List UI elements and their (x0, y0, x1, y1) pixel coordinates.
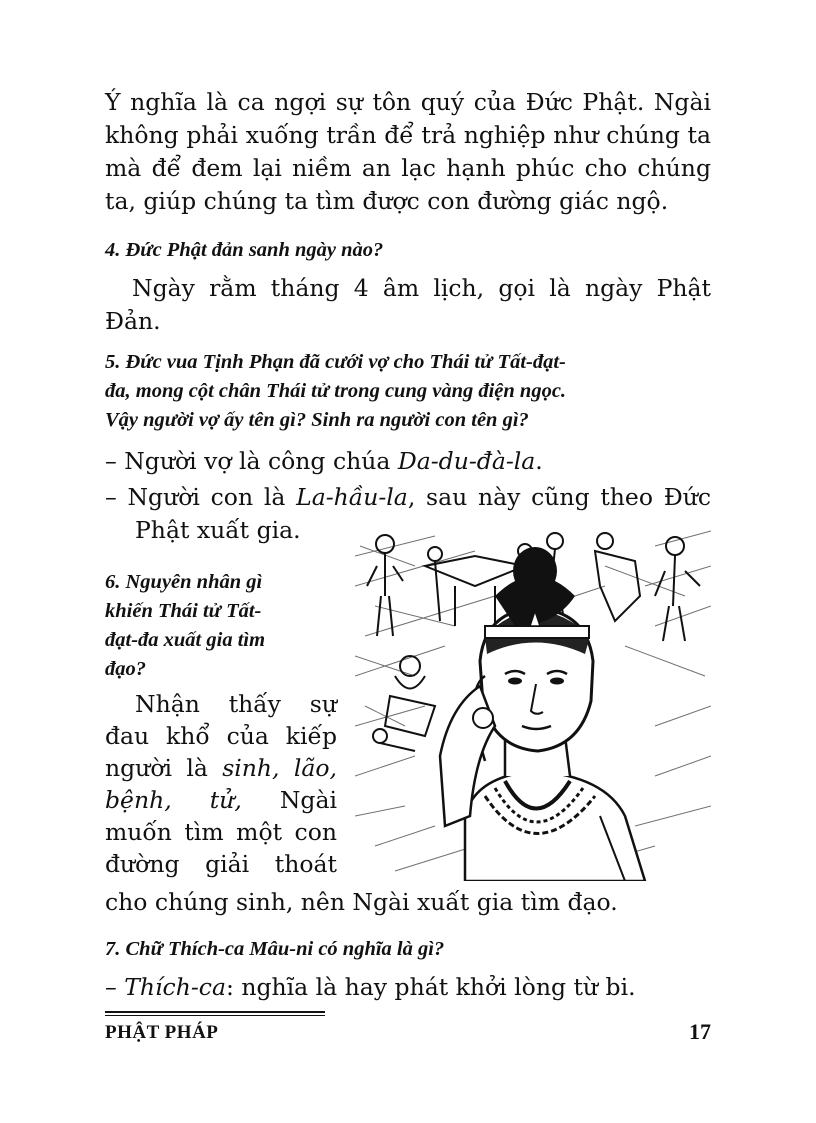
son-name: La-hầu-la (296, 483, 408, 511)
siddhartha-illustration (355, 526, 711, 881)
text-span: – Người con là (105, 483, 297, 511)
text-span: bệnh, (105, 786, 172, 814)
text-span: sinh, lão, (222, 754, 337, 782)
page-number: 17 (689, 1019, 711, 1044)
text-line: muốn tìm một con (105, 818, 337, 846)
question-6-line: khiến Thái tử Tất- (105, 600, 262, 622)
wife-name: Da-du-đà-la (397, 447, 536, 475)
answer-7-line (105, 971, 711, 1004)
question-5-line: Vậy người vợ ấy tên gì? Sinh ra người con tên gì? (105, 409, 529, 431)
question-7: 7. Chữ Thích-ca Mâu-ni có nghĩa là gì? (105, 938, 445, 960)
text-span: Ngài (279, 786, 337, 814)
answer-6-last-line: cho chúng sinh, nên Ngài xuất gia tìm đạo. (105, 888, 618, 916)
text-line: Ý nghĩa là ca ngợi sự tôn quý của Đức Phật. Ngài (105, 88, 711, 116)
text-line (105, 784, 337, 816)
text-span: – Người vợ là công chúa (105, 447, 398, 475)
text-span: tử, (209, 786, 242, 814)
question-6-line: đạo? (105, 658, 146, 680)
answer-4-line: Ngày rằm tháng 4 âm lịch, gọi là ngày Phật (132, 274, 711, 302)
text-span: người là (105, 754, 223, 782)
question-6-line: 6. Nguyên nhân gì (105, 571, 263, 593)
footer-rule (105, 1011, 325, 1013)
text-span: , sau này cũng theo Đức (407, 483, 711, 511)
term-thich-ca: Thích-ca (124, 973, 226, 1001)
text-line (105, 752, 337, 784)
question-5-line: đa, mong cột chân Thái tử trong cung vàng điện ngọc. (105, 380, 567, 402)
question-5-line: 5. Đức vua Tịnh Phạn đã cưới vợ cho Thái tử Tất-đạt- (105, 351, 566, 373)
question-4: 4. Đức Phật đản sanh ngày nào? (105, 239, 384, 261)
text-line: không phải xuống trần để trả nghiệp như chúng ta (105, 121, 711, 149)
text-span: : nghĩa là hay phát khởi lòng từ bi. (225, 973, 636, 1001)
book-page (105, 0, 711, 1123)
text-span: – (105, 973, 125, 1001)
answer-4-line: Đản. (105, 307, 161, 335)
text-line: ta, giúp chúng ta tìm được con đường giác ngộ. (105, 187, 669, 215)
answer-5-son-line2: Phật xuất gia. (135, 516, 301, 544)
text-line: mà để đem lại niềm an lạc hạnh phúc cho chúng (105, 154, 711, 182)
running-footer-title: PHẬT PHÁP (105, 1022, 219, 1043)
answer-5-son (105, 481, 711, 514)
answer-6-column (105, 688, 337, 880)
text-line: Nhận thấy sự (135, 690, 337, 718)
question-6-line: đạt-đa xuất gia tìm (105, 629, 266, 651)
answer-5-wife (105, 445, 711, 478)
footer-rule-thin (105, 1015, 325, 1016)
text-span: . (535, 447, 543, 475)
text-line: đau khổ của kiếp (105, 722, 337, 750)
text-line: đường giải thoát (105, 850, 337, 878)
